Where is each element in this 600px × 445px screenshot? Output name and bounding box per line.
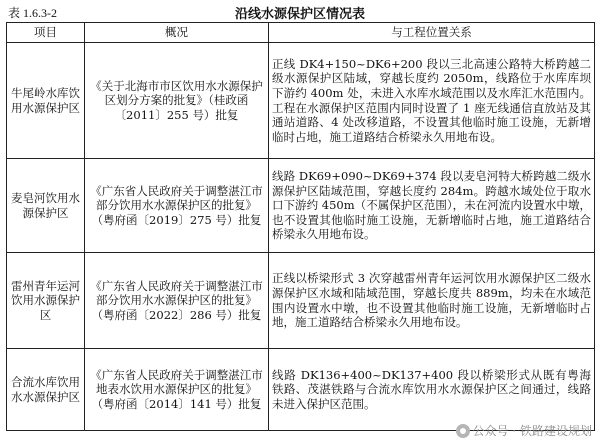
table-number: 表 1.6.3-2 xyxy=(8,6,57,20)
table-row xyxy=(7,349,595,431)
row-relation: 线路 DK136+400~DK137+400 段以桥梁形式从既有粤海铁路、茂湛铁路与合流水库饮用水水源保护区之间通过，线路未进入保护区范围。 xyxy=(269,349,595,431)
row-relation: 线路 DK69+090~DK69+374 段以麦皂河特大桥跨越二级水源保护区陆域范围，穿越长度约 284m。跨越水域处位于取水口下游约 450m（不属保护区范围），未在河流内设置水中墩，也不设置其他临时施工设施，无新增临时占地，施工道路结合桥梁永久用地布设。 xyxy=(269,159,595,253)
table-row xyxy=(7,159,595,253)
row-overview: 《广东省人民政府关于调整湛江市部分饮用水水源保护区的批复》（粤府函〔2022〕286 号）批复 xyxy=(85,253,269,349)
row-relation: 正线 DK4+150~DK6+200 段以三北高速公路特大桥跨越二级水源保护区陆域，穿越长度约 2050m，线路位于水库库坝下游约 400m 处，未进入水库水域范围以及水库汇水范围内。工程在水源保护区范围内同时设置了 1 座无线通信直放站及其通站道路、4 处改移道路，不设置其他临时施工设施，无新增临时占地，施工道路结合桥梁永久用地布设。 xyxy=(269,43,595,159)
row-name: 牛尾岭水库饮用水源保护区 xyxy=(7,43,85,159)
table-row xyxy=(7,43,595,159)
row-name: 雷州青年运河饮用水源保护区 xyxy=(7,253,85,349)
row-overview: 《广东省人民政府关于调整湛江市地表水饮用水源保护区的批复》（粤府函〔2014〕141 号）批复 xyxy=(85,349,269,431)
header-overview: 概况 xyxy=(85,23,269,43)
row-overview: 《关于北海市市区饮用水水源保护区划分方案的批复》（桂政函〔2011〕255 号）批复 xyxy=(85,43,269,159)
water-source-table xyxy=(6,22,595,431)
wechat-icon xyxy=(456,424,470,438)
row-name: 麦皂河饮用水源保护区 xyxy=(7,159,85,253)
source-label: 公众号 · 铁路建设规划 xyxy=(472,424,592,438)
header-relation: 与工程位置关系 xyxy=(269,23,595,43)
row-overview: 《广东省人民政府关于调整湛江市部分饮用水水源保护区的批复》（粤府函〔2019〕275 号）批复 xyxy=(85,159,269,253)
table-header-row xyxy=(7,23,595,43)
header-item: 项目 xyxy=(7,23,85,43)
row-name: 合流水库饮用水水源保护区 xyxy=(7,349,85,431)
source-watermark xyxy=(456,422,592,439)
table-caption xyxy=(6,3,594,21)
row-relation: 正线以桥梁形式 3 次穿越雷州青年运河饮用水源保护区二级水源保护区水域和陆域范围，穿越长度共 889m，均未在水域范围内设置水中墩，也不设置其他临时施工设施，无新增临时占地，施工道路结合桥梁永久用地布设。 xyxy=(269,253,595,349)
table-title: 沿线水源保护区情况表 xyxy=(234,7,365,22)
table-row xyxy=(7,253,595,349)
